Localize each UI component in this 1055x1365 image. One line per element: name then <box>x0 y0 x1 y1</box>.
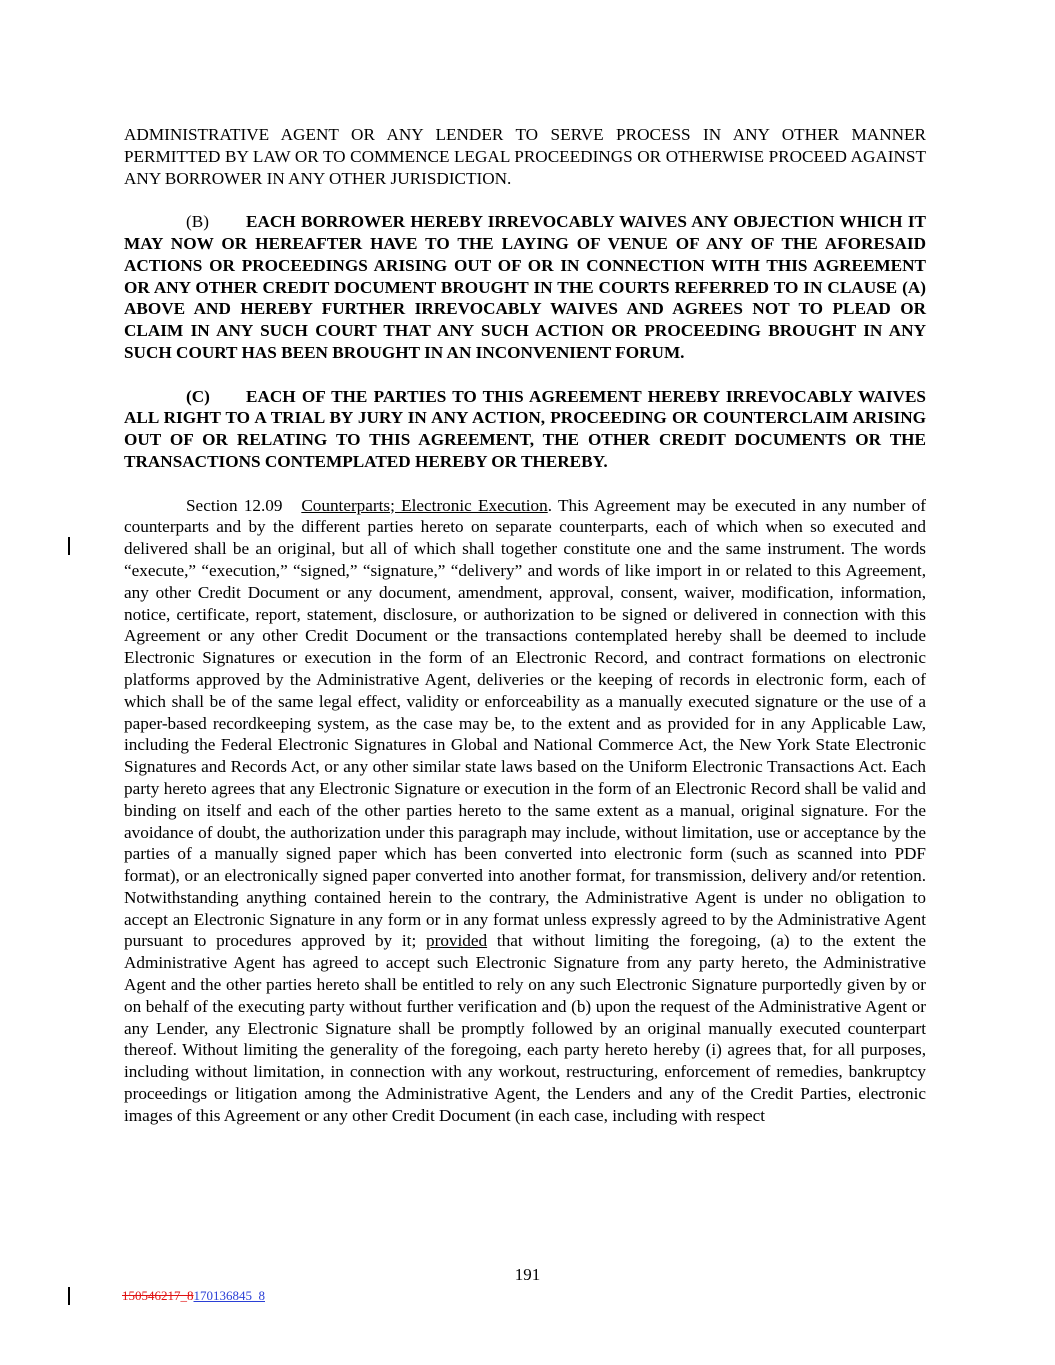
clause-b-text: EACH BORROWER HEREBY IRREVOCABLY WAIVES ANY OBJECTION WHICH IT MAY NOW OR HEREAFTER HAVE TO THE LAYING OF VENUE OF ANY OF THE AFORESAID ACTIONS OR PROCEEDINGS ARISING OUT OF OR IN CONNECTION WITH THIS AGREEMENT OR ANY OTHER CREDIT DOCUMENT BROUGHT IN THE COURTS REFERRED TO IN CLAUSE (A) ABOVE AND HEREBY FURTHER IRREVOCABLY WAIVES AND AGREES NOT TO PLEAD OR CLAIM IN ANY SUCH COURT THAT ANY SUCH ACTION OR PROCEEDING BROUGHT IN ANY SUCH COURT HAS BEEN BROUGHT IN AN INCONVENIENT FORUM. <box>124 212 926 362</box>
section-heading: Counterparts; Electronic Execution <box>301 495 548 515</box>
doc-id-deleted: 150546217_8 <box>122 1288 194 1303</box>
section-text-part1: . This Agreement may be executed in any number of counterparts and by the different parties hereto on separate counterparts, each of which when so executed and delivered shall be an original, but all of which shall together constitute one and the same instrument. The words “execute,” “execution,” “signed,” “signature,” “delivery” and words of like import in or related to this Agreement, any other Credit Document or any document, amendment, approval, consent, waiver, modification, information, notice, certificate, report, statement, disclosure, or authorization to be signed or delivered in connection with this Agreement or any other Credit Document or the transactions contemplated hereby shall be deemed to include Electronic Signatures or execution in the form of an Electronic Record, and contract formations on electronic platforms approved by the Administrative Agent, deliveries or the keeping of records in electronic form, each of which shall be of the same legal effect, validity or enforceability as a manually executed signature or the use of a paper-based recordkeeping system, as the case may be, to the extent and as provided for in any Applicable Law, including the Federal Electronic Signatures in Global and National Commerce Act, the New York State Electronic Signatures and Records Act, or any other similar state laws based on the Uniform Electronic Transactions Act. Each party hereto agrees that any Electronic Signature or execution in the form of an Electronic Record shall be valid and binding on itself and each of the other parties hereto to the same extent as a manual, original signature. For the avoidance of doubt, the authorization under this paragraph may include, without limitation, use or acceptance by the parties of a manually signed paper which has been converted into electronic form (such as scanned into PDF format), or an electronically signed paper converted into another format, for transmission, delivery and/or retention. Notwithstanding anything contained herein to the contrary, the Administrative Agent is under no obligation to accept an Electronic Signature in any form or in any format unless expressly agreed to by the Administrative Agent pursuant to procedures approved by it; <box>124 495 926 951</box>
section-12-09 <box>124 495 926 1127</box>
section-number: Section 12.09 <box>186 495 283 515</box>
section-text-part2: that without limiting the foregoing, (a) to the extent the Administrative Agent has agreed to accept such Electronic Signature from any party hereto, the Administrative Agent and the other parties hereto shall be entitled to rely on any such Electronic Signature purportedly given by or on behalf of the executing party without further verification and (b) upon the request of the Administrative Agent or any Lender, any Electronic Signature shall be promptly followed by an original manually executed counterpart thereof. Without limiting the generality of the foregoing, each party hereto hereby (i) agrees that, for all purposes, including without limitation, in connection with any workout, restructuring, enforcement of remedies, bankruptcy proceedings or litigation among the Administrative Agent, the Lenders and any of the Credit Parties, electronic images of this Agreement or any other Credit Document (in each case, including with respect <box>124 931 927 1125</box>
clause-b-label: (B) <box>186 212 209 232</box>
continuation-paragraph: ADMINISTRATIVE AGENT OR ANY LENDER TO SERVE PROCESS IN ANY OTHER MANNER PERMITTED BY LAW OR TO COMMENCE LEGAL PROCEEDINGS OR OTHERWISE PROCEED AGAINST ANY BORROWER IN ANY OTHER JURISDICTION. <box>124 125 926 188</box>
clause-c-text: EACH OF THE PARTIES TO THIS AGREEMENT HEREBY IRREVOCABLY WAIVES ALL RIGHT TO A TRIAL BY JURY IN ANY ACTION, PROCEEDING OR COUNTERCLAIM ARISING OUT OF OR RELATING TO THIS AGREEMENT, THE OTHER CREDIT DOCUMENTS OR THE TRANSACTIONS CONTEMPLATED HEREBY OR THEREBY. <box>124 386 926 471</box>
clause-b <box>124 211 926 364</box>
clause-c <box>124 386 926 473</box>
page-number: 191 <box>514 1265 541 1284</box>
document-page <box>124 124 926 1127</box>
document-id <box>122 1288 265 1304</box>
change-bar-footer <box>68 1287 70 1305</box>
doc-id-inserted: 170136845_8 <box>193 1288 265 1303</box>
change-bar-section <box>68 537 70 555</box>
clause-c-label: (C) <box>186 386 210 406</box>
provided-term: provided <box>426 931 488 951</box>
